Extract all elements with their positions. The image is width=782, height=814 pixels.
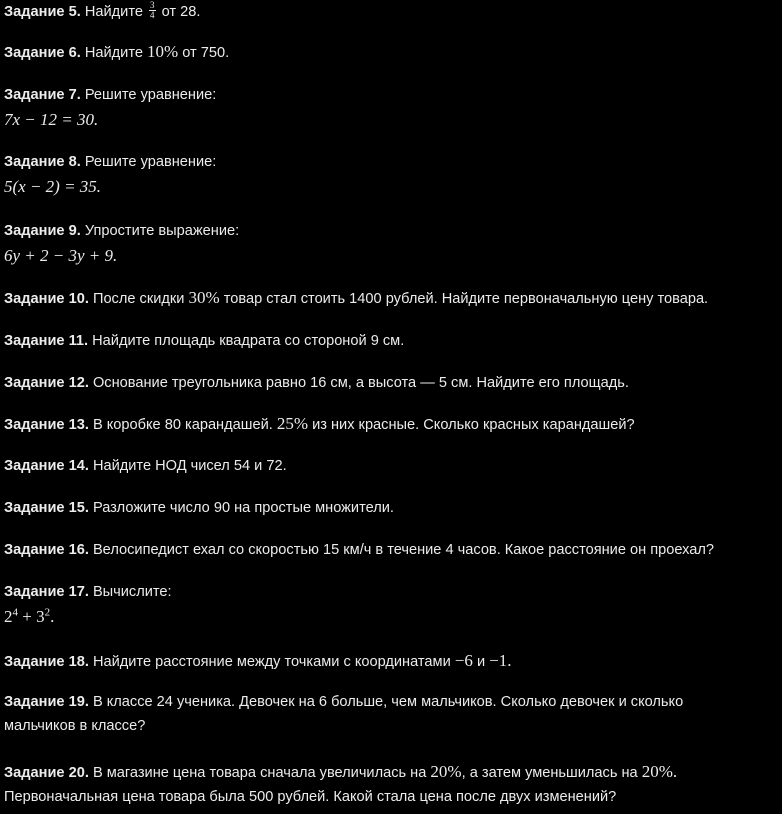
task-text: и — [476, 654, 486, 670]
task-18 — [4, 649, 778, 674]
task-20 — [4, 760, 778, 809]
task-17 — [4, 580, 778, 629]
task-text: из них красные. Сколько красных карандашей? — [312, 417, 635, 433]
task-6 — [4, 40, 778, 65]
task-label: Задание 20. — [4, 765, 89, 781]
math-period: . — [50, 607, 55, 626]
task-label: Задание 11. — [4, 333, 89, 349]
math-expression: 20% — [430, 762, 462, 781]
task-text: , а затем уменьшилась на — [461, 765, 638, 781]
task-text: В классе 24 ученика. Девочек на 6 больше, чем мальчиков. Сколько девочек и сколько — [92, 694, 684, 710]
power-exponent: 2 — [44, 606, 51, 619]
task-label: Задание 16. — [4, 542, 89, 558]
task-text: Решите уравнение: — [84, 87, 217, 103]
task-text: Найдите НОД чисел 54 и 72. — [92, 458, 287, 474]
task-text: Разложите число 90 на простые множители. — [92, 500, 394, 516]
math-expression: 5(x − 2) = 35. — [4, 177, 102, 196]
task-label: Задание 17. — [4, 584, 89, 600]
task-16 — [4, 538, 778, 562]
math-operator: + — [18, 607, 37, 626]
fraction-numerator: 3 — [150, 0, 155, 10]
task-5 — [4, 0, 778, 24]
task-label: Задание 7. — [4, 87, 81, 103]
task-label: Задание 13. — [4, 417, 89, 433]
power-exponent: 4 — [12, 606, 18, 619]
math-expression: 25% — [276, 414, 309, 433]
power-base: 3 — [36, 607, 45, 626]
task-text: Основание треугольника равно 16 см, а высота — 5 см. Найдите его площадь. — [92, 375, 629, 391]
task-14 — [4, 454, 778, 478]
fraction-denominator: 4 — [150, 9, 155, 20]
math-expression: 20% — [641, 762, 673, 781]
task-label: Задание 18. — [4, 654, 89, 670]
task-label: Задание 8. — [4, 154, 81, 170]
task-label: Задание 12. — [4, 375, 89, 391]
math-expression: −6 — [454, 651, 473, 670]
task-11 — [4, 329, 778, 353]
math-expression: 10% — [147, 42, 179, 61]
math-expression: 6y + 2 − 3y + 9. — [4, 246, 118, 265]
math-period: . — [507, 651, 512, 670]
task-label: Задание 6. — [4, 45, 81, 61]
task-8 — [4, 150, 778, 199]
task-10 — [4, 286, 778, 311]
task-text: от 750. — [182, 45, 230, 61]
task-12 — [4, 371, 778, 395]
task-9 — [4, 219, 778, 268]
task-text: Решите уравнение: — [84, 154, 217, 170]
task-text-continued: мальчиков в классе? — [4, 718, 146, 734]
task-text: товар стал стоить 1400 рублей. Найдите первоначальную цену товара. — [223, 291, 709, 307]
math-expression: 30% — [188, 288, 220, 307]
task-text: В коробке 80 карандашей. — [92, 417, 273, 433]
math-period: . — [672, 762, 678, 781]
task-text-continued: Первоначальная цена товара была 500 рублей. Какой стала цена после двух изменений? — [4, 789, 617, 805]
task-label: Задание 14. — [4, 458, 89, 474]
task-text: Найдите — [84, 4, 143, 20]
task-13 — [4, 412, 778, 437]
task-text: Велосипедист ехал со скоростью 15 км/ч в течение 4 часов. Какое расстояние он проехал? — [92, 542, 715, 558]
task-15 — [4, 496, 778, 520]
task-text: Упростите выражение: — [84, 223, 240, 239]
power-base: 2 — [4, 607, 13, 626]
fraction — [149, 1, 156, 20]
math-expression: −1 — [489, 651, 508, 670]
task-text: После скидки — [92, 291, 185, 307]
math-expression — [4, 605, 778, 629]
task-label: Задание 5. — [4, 4, 81, 20]
task-text: Найдите площадь квадрата со стороной 9 см. — [92, 333, 405, 349]
task-text: Найдите — [84, 45, 143, 61]
task-text: от 28. — [161, 4, 201, 20]
task-label: Задание 9. — [4, 223, 81, 239]
task-text: Найдите расстояние между точками с координатами — [92, 654, 451, 670]
task-label: Задание 10. — [4, 291, 89, 307]
task-text: В магазине цена товара сначала увеличилась на — [92, 765, 427, 781]
task-7 — [4, 83, 778, 132]
math-expression: 7x − 12 = 30. — [4, 110, 99, 129]
task-label: Задание 19. — [4, 694, 89, 710]
task-text: Вычислите: — [92, 584, 172, 600]
task-label: Задание 15. — [4, 500, 89, 516]
task-19 — [4, 690, 778, 738]
